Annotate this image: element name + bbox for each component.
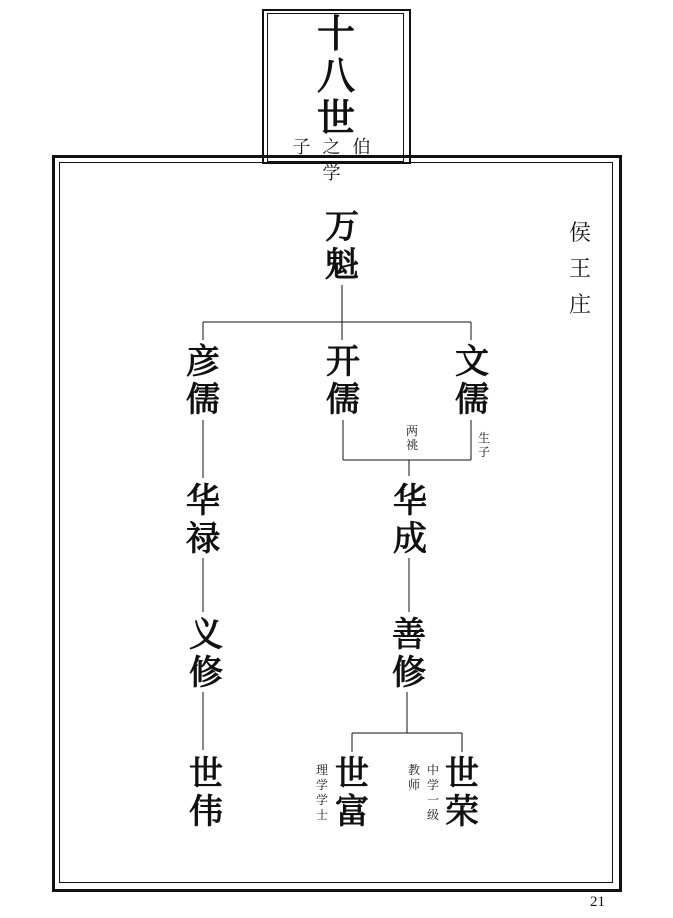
name-char: 成 [393, 519, 427, 559]
note-char: 生 [477, 431, 490, 445]
generation-subtitle: 子之伯学 [292, 137, 383, 184]
person-yixiu [181, 616, 231, 692]
name-char: 彦 [186, 342, 220, 382]
note-char: 级 [426, 808, 439, 822]
note-char: 子 [477, 445, 490, 459]
location-char: 庄 [568, 293, 591, 318]
person-shiwei [181, 755, 231, 831]
name-char: 华 [186, 481, 220, 521]
name-char: 开 [326, 342, 360, 382]
name-char: 世 [335, 754, 369, 794]
name-char: 儒 [186, 380, 220, 420]
page-number: 21 [590, 894, 605, 910]
name-char: 伟 [189, 792, 223, 832]
note-shirong-rank [425, 763, 441, 823]
location-char: 王 [568, 257, 591, 282]
name-char: 文 [455, 342, 489, 382]
note-char: 学 [315, 793, 328, 807]
name-char: 善 [392, 615, 426, 655]
location-label [565, 216, 595, 324]
person-yanru [178, 343, 228, 419]
name-char: 禄 [186, 519, 220, 559]
note-char: 理 [315, 763, 328, 777]
name-char: 世 [189, 754, 223, 794]
name-char: 儒 [326, 380, 360, 420]
note-char: 一 [426, 793, 439, 807]
note-char: 教 [407, 763, 420, 777]
person-wankui [317, 208, 367, 284]
note-shirong-job [406, 763, 422, 793]
person-shifu [327, 755, 377, 831]
note-shengzi [476, 431, 492, 459]
name-char: 世 [445, 754, 479, 794]
note-char: 学 [426, 778, 439, 792]
name-char: 华 [393, 481, 427, 521]
note-char: 两 [405, 424, 418, 438]
note-shifu [314, 763, 330, 823]
name-char: 义 [189, 615, 223, 655]
name-char: 魁 [325, 245, 359, 285]
note-char: 祧 [405, 438, 418, 452]
name-char: 修 [189, 653, 223, 693]
generation-char: 八 [316, 53, 355, 98]
generation-char: 十 [316, 11, 355, 56]
name-char: 荣 [445, 792, 479, 832]
person-kairu [318, 343, 368, 419]
person-huacheng [385, 482, 435, 558]
name-char: 修 [392, 653, 426, 693]
person-hualu [178, 482, 228, 558]
person-shanxiu [384, 616, 434, 692]
note-char: 中 [426, 763, 439, 777]
person-wenru [447, 343, 497, 419]
name-char: 富 [335, 792, 369, 832]
name-char: 万 [325, 207, 359, 247]
note-char: 士 [315, 808, 328, 822]
name-char: 儒 [455, 380, 489, 420]
person-shirong [437, 755, 487, 831]
note-char: 师 [407, 778, 420, 792]
location-char: 侯 [568, 221, 591, 246]
note-liangtiao [404, 424, 420, 452]
generation-char: 世 [316, 95, 355, 140]
note-char: 学 [315, 778, 328, 792]
